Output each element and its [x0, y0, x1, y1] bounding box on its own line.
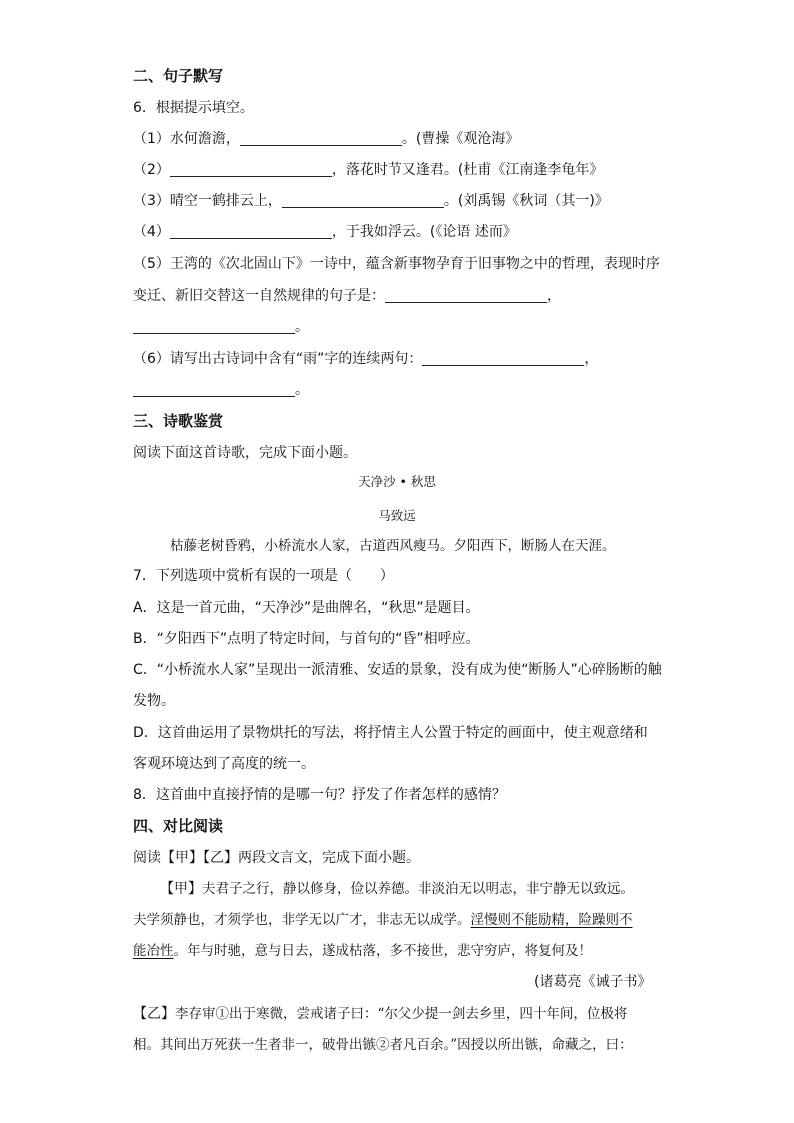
section-title-poetry-appreciation: 三、诗歌鉴赏 [133, 412, 224, 430]
q6-item-5-line1: （5）王湾的《次北固山下》一诗中，蕴含新事物孕育于旧事物之中的哲理，表现时序 [133, 256, 660, 272]
q6-item-1: （1）水何澹澹， 。(曹操《观沧海》 [133, 131, 520, 147]
passage-jia-line2: 夫学须静也，才须学也，非学无以广才，非志无以成学。淫慢则不能励精，险躁则不 [133, 912, 633, 928]
passage-jia-source: (诸葛亮《诫子书》 [534, 974, 652, 990]
q7-option-a[interactable]: A．这是一首元曲，“天净沙”是曲牌名，“秋思”是题目。 [133, 600, 480, 616]
q6-item-6-line2: 。 [133, 380, 309, 400]
q6-item-4: （4） ，于我如浮云。(《论语 述而》 [133, 224, 517, 240]
q7-option-c-cont: 发物。 [133, 693, 175, 709]
q7-stem: 7．下列选项中赏析有误的一项是（ ） [133, 568, 394, 584]
reading-intro: 阅读【甲】【乙】两段文言文，完成下面小题。 [133, 850, 420, 866]
answer-blank[interactable] [422, 350, 584, 366]
answer-blank[interactable] [385, 287, 547, 303]
q6-item-5-line3: 。 [133, 317, 309, 337]
underlined-sentence: 淫慢则不能励精，险躁则不 [470, 912, 633, 928]
q6-item-3: （3）晴空一鹤排云上， 。(刘禹锡《秋词（其一)》 [133, 193, 609, 209]
underlined-sentence: 能冶性 [133, 943, 174, 959]
answer-blank[interactable] [170, 223, 332, 239]
poem-title: 天净沙 • 秋思 [358, 474, 436, 489]
passage-jia-line1: 【甲】夫君子之行，静以修身，俭以养德。非淡泊无以明志，非宁静无以致远。 [160, 881, 634, 897]
poem-author: 马致远 [378, 508, 416, 523]
answer-blank[interactable] [133, 381, 295, 397]
section-title-sentence-dictation: 二、句子默写 [133, 67, 224, 85]
passage-yi-line1: 【乙】李存审①出于寒微，尝戒诸子曰：“尔父少提一剑去乡里，四十年间，位极将 [133, 1006, 628, 1022]
q8-stem: 8．这首曲中直接抒情的是哪一句？抒发了作者怎样的感情？ [133, 787, 506, 803]
section-title-comparative-reading: 四、对比阅读 [133, 817, 224, 835]
poem-body: 枯藤老树昏鸦，小桥流水人家，古道西风瘦马。夕阳西下，断肠人在天涯。 [170, 538, 616, 554]
q6-item-6: （6）请写出古诗词中含有“雨”字的连续两句： ， [133, 351, 599, 367]
q6-stem: 6．根据提示填空。 [133, 100, 254, 116]
poem-intro: 阅读下面这首诗歌，完成下面小题。 [133, 445, 357, 461]
q6-item-5-line2: 变迁、新旧交替这一自然规律的句子是： ， [133, 288, 561, 304]
q7-option-c[interactable]: C．“小桥流水人家”呈现出一派清雅、安适的景象，没有成为使“断肠人”心碎肠断的触 [133, 662, 662, 678]
passage-yi-line2: 相。其间出万死获一生者非一，破骨出镞②者凡百余。”因授以所出镞，命藏之，曰： [133, 1037, 633, 1053]
answer-blank[interactable] [133, 318, 295, 334]
answer-blank[interactable] [282, 192, 444, 208]
q7-option-d-cont: 客观环境达到了高度的统一。 [133, 756, 315, 772]
q6-item-2: （2） ，落花时节又逢君。(杜甫《江南逢李龟年》 [133, 162, 604, 178]
passage-jia-line3: 能冶性。年与时驰，意与日去，遂成枯落，多不接世，悲守穷庐，将复何及！ [133, 943, 592, 959]
q7-option-b[interactable]: B．“夕阳西下”点明了特定时间，与首句的“昏”相呼应。 [133, 631, 480, 647]
answer-blank[interactable] [170, 161, 332, 177]
answer-blank[interactable] [240, 130, 402, 146]
q7-option-d[interactable]: D．这首曲运用了景物烘托的写法，将抒情主人公置于特定的画面中，使主观意绪和 [133, 725, 648, 741]
